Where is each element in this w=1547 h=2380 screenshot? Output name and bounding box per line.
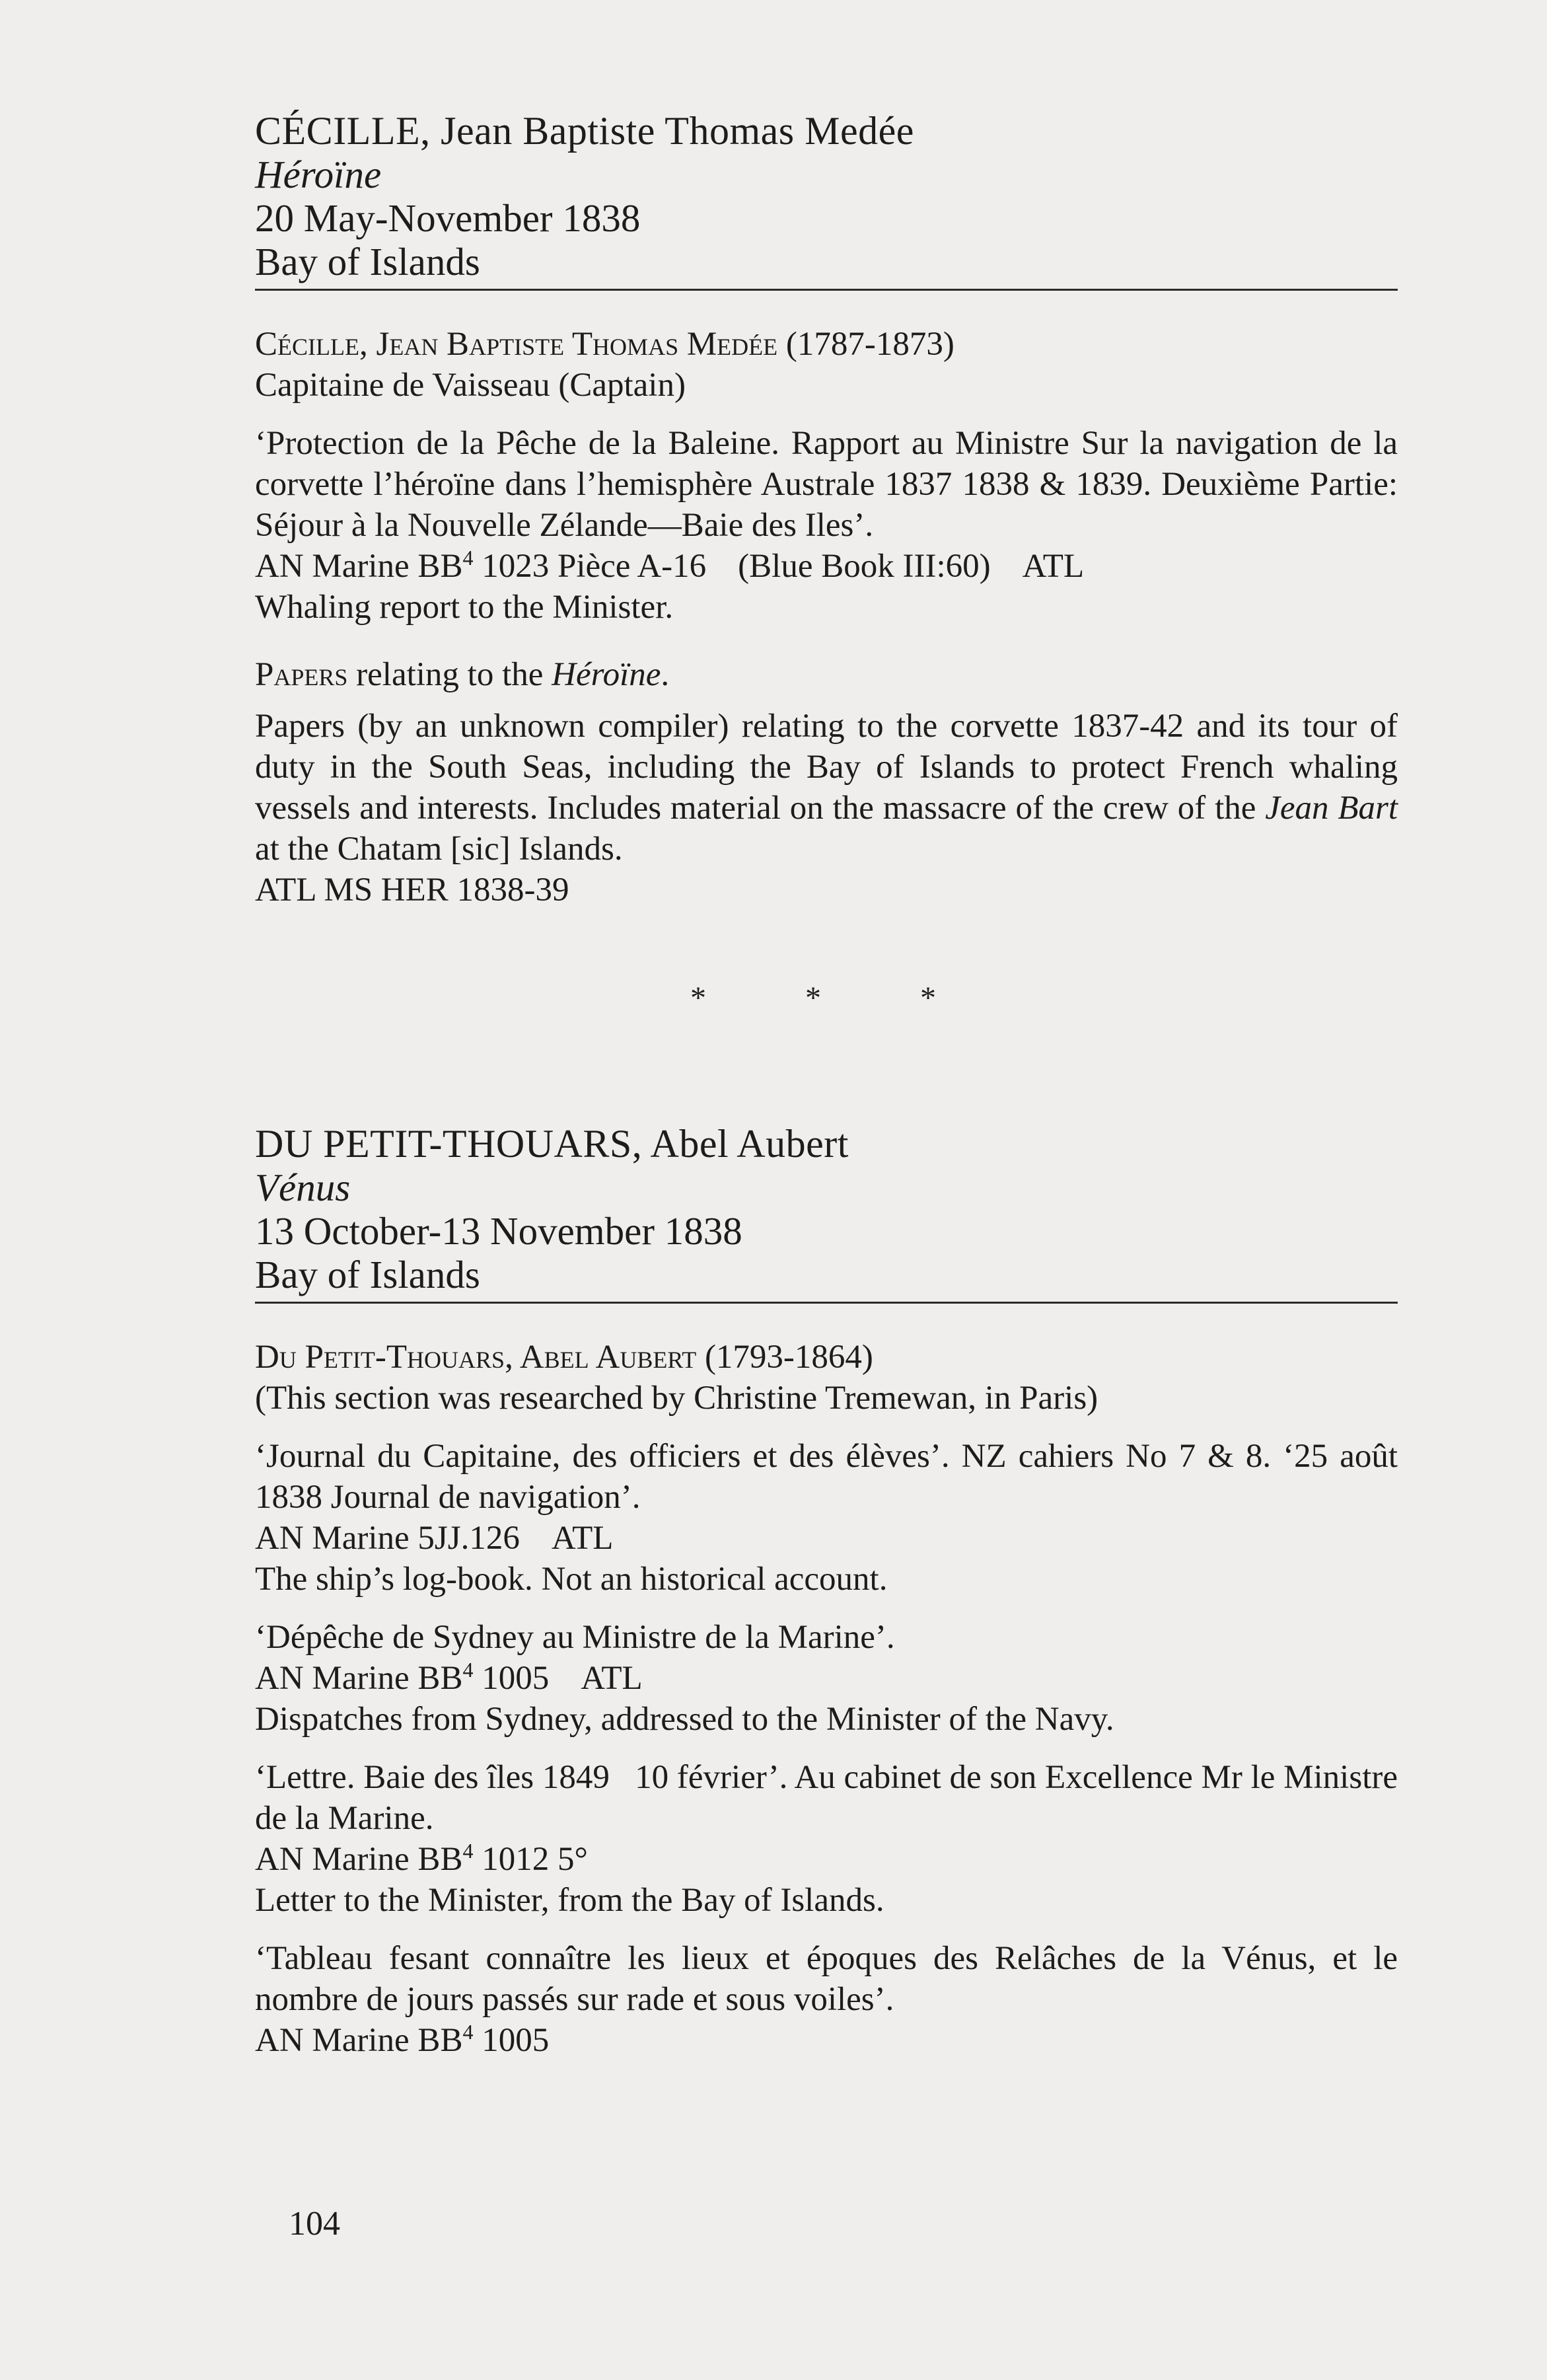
person-1-rank: Capitaine de Vaisseau (Captain) <box>255 367 686 404</box>
entry-2-4-text: ‘Tableau fesant connaître les lieux et époques des Relâches de la Vénus, et le nombre de jours passés sur rade et sous voiles’. <box>255 1940 1398 2018</box>
papers-description: Papers (by an unknown compiler) relating to the corvette 1837-42 and its tour of duty in the South Seas, including the Bay of Islands to protect French whaling vessels and interests. Includes material on the massacre of the crew of the Jean Bart at the Chatam [sic] Islands. <box>255 708 1398 868</box>
entry-2-2-text: ‘Dépêche de Sydney au Ministre de la Marine’. <box>255 1619 895 1656</box>
person-2-note: (This section was researched by Christine Tremewan, in Paris) <box>255 1380 1098 1417</box>
section-2-title: DU PETIT-THOUARS, Abel Aubert <box>255 1122 849 1166</box>
section-1-dates: 20 May-November 1838 <box>255 196 641 240</box>
entry-1-note: Whaling report to the Minister. <box>255 589 674 626</box>
entry-2-1-text: ‘Journal du Capitaine, des officiers et des élèves’. NZ cahiers No 7 & 8. ‘25 août 1838 Journal de navigation’. <box>255 1438 1398 1516</box>
person-1-years: (1787-1873) <box>777 326 954 363</box>
section-1-place: Bay of Islands <box>255 240 480 283</box>
separator-star: * <box>920 981 936 1016</box>
section-2-entry-2 <box>255 1617 1398 1740</box>
section-2-ship: Vénus <box>255 1166 351 1209</box>
entry-2-3-reference: AN Marine $BB^4$ 1012 5° <box>255 1839 588 1878</box>
section-2-place: Bay of Islands <box>255 1253 480 1296</box>
entry-1-reference: AN Marine $BB^4$ 1023 Pièce A-16 (Blue Book III:60) ATL <box>255 546 1085 585</box>
entry-2-4-reference: AN Marine $BB^4$ 1005 <box>255 2020 550 2059</box>
separator-star: * <box>690 981 706 1016</box>
person-2-years: (1793-1864) <box>696 1339 873 1376</box>
section-2-person <box>255 1337 1398 1419</box>
section-1-header <box>255 109 1398 291</box>
section-1-title: CÉCILLE, Jean Baptiste Thomas Medée <box>255 109 914 153</box>
entry-1-text: ‘Protection de la Pêche de la Baleine. Rapport au Ministre Sur la navigation de la corvette l’héroïne dans l’hemisphère Australe 1837 1838 & 1839. Deuxième Partie: Séjour à la Nouvelle Zélande—Baie des Iles’. <box>255 425 1398 544</box>
section-1-papers <box>255 654 1398 911</box>
papers-reference: ATL MS HER 1838-39 <box>255 872 569 909</box>
page-number: 104 <box>289 2205 340 2243</box>
section-2-header <box>255 1122 1398 1304</box>
section-separator <box>229 978 1398 1019</box>
page-content <box>255 109 1406 2061</box>
entry-2-3-text: ‘Lettre. Baie des îles 1849 10 février’. Au cabinet de son Excellence Mr le Ministre de la Marine. <box>255 1759 1406 1837</box>
separator-star: * <box>805 981 821 1016</box>
section-2-dates: 13 October-13 November 1838 <box>255 1209 742 1253</box>
entry-2-2-note: Dispatches from Sydney, addressed to the Minister of the Navy. <box>255 1701 1114 1738</box>
entry-2-1-reference: AN Marine 5JJ.126 ATL <box>255 1520 614 1557</box>
section-1-entry-1 <box>255 423 1398 628</box>
entry-2-3-note: Letter to the Minister, from the Bay of Islands. <box>255 1882 884 1919</box>
entry-2-2-reference: AN Marine $BB^4$ 1005 ATL <box>255 1658 643 1697</box>
papers-heading: Papers relating to the Héroïne. <box>255 656 670 693</box>
section-2-entry-3 <box>255 1757 1406 1921</box>
section-2-entry-1 <box>255 1436 1398 1600</box>
person-1-name: Cécille, Jean Baptiste Thomas Medée <box>255 326 778 363</box>
section-1-person <box>255 324 1398 406</box>
entry-2-1-note: The ship’s log-book. Not an historical account. <box>255 1561 888 1598</box>
section-2-entry-4 <box>255 1938 1398 2061</box>
section-1-ship: Héroïne <box>255 153 382 196</box>
person-2-name: Du Petit-Thouars, Abel Aubert <box>255 1339 697 1376</box>
